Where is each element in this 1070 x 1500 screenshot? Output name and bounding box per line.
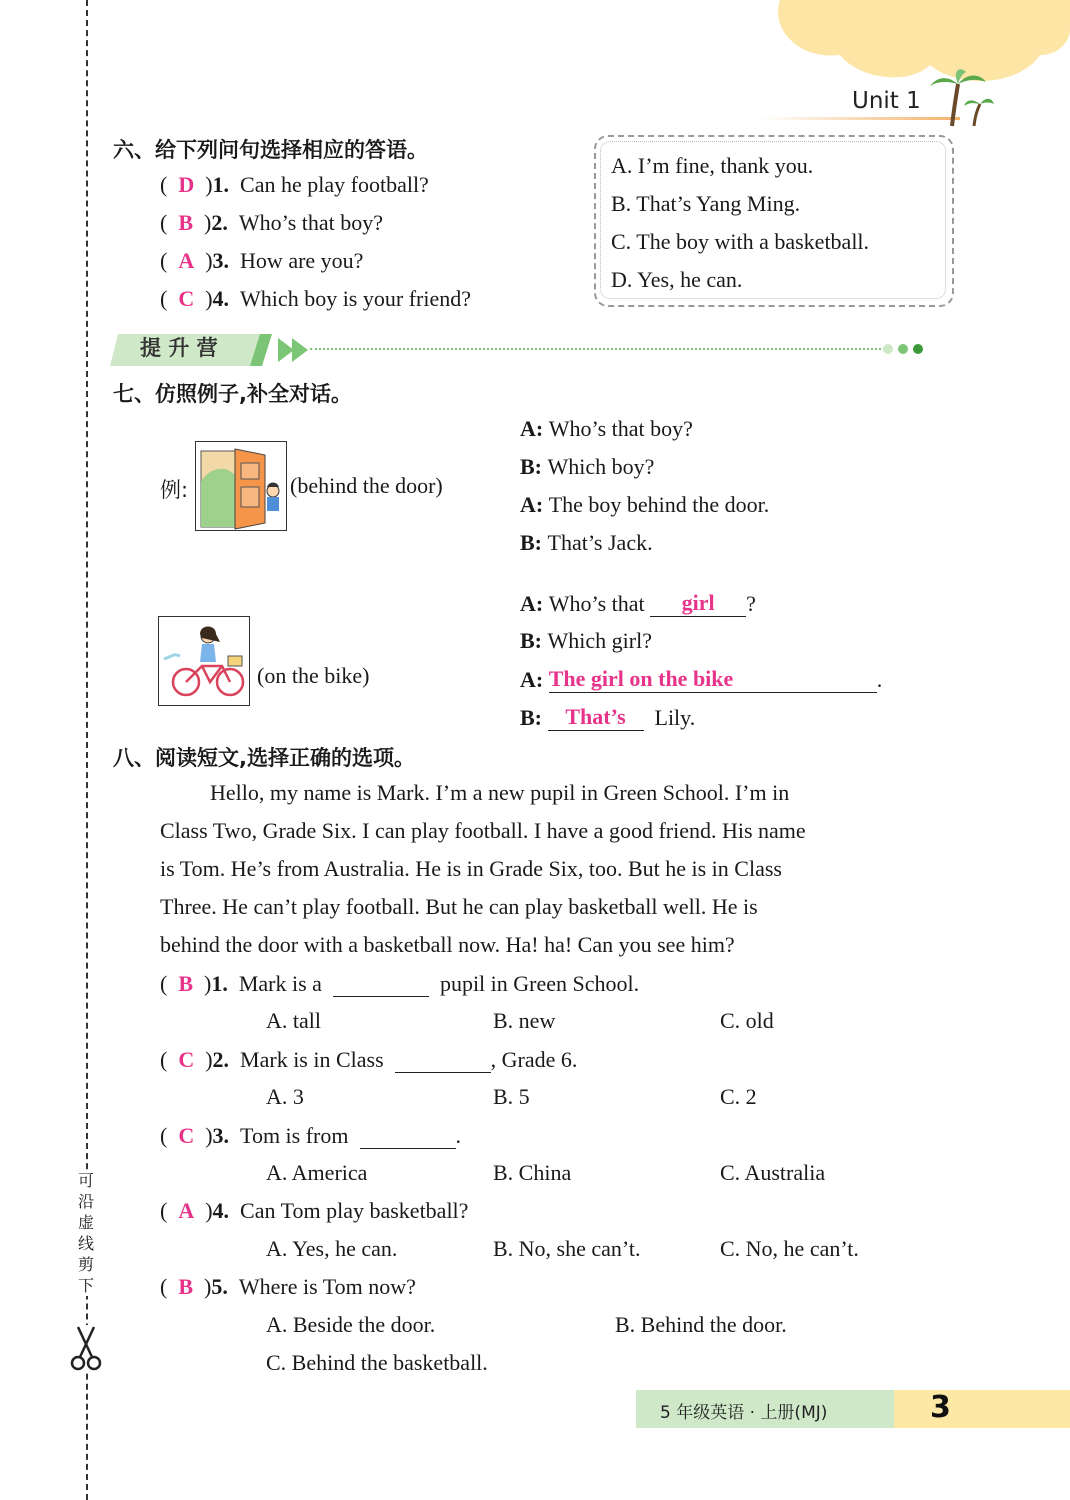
example-line-3: A: The boy behind the door.: [520, 492, 770, 517]
s8-question-3: ( C )3. Tom is from .: [160, 1123, 461, 1148]
task-line-1: A: Who’s that girl ?: [520, 590, 756, 616]
s8-q3-option-c: C. Australia: [720, 1160, 826, 1185]
section8-title: 八、阅读短文,选择正确的选项。: [113, 746, 415, 770]
s6-question-1: ( D )1. Can he play football?: [160, 172, 429, 197]
s6-option-d: D. Yes, he can.: [611, 267, 743, 292]
task-answer-phrase: The girl on the bike: [548, 666, 734, 691]
s8-q4-option-c: C. No, he can’t.: [720, 1236, 859, 1261]
s6-option-b: B. That’s Yang Ming.: [611, 191, 801, 216]
banner-dots: [882, 342, 926, 356]
task-line-3: A: The girl on the bike .: [520, 666, 883, 692]
example-line-2: B: Which boy?: [520, 454, 655, 479]
s8-q3-option-a: A. America: [266, 1160, 368, 1185]
s6-answer-3: A: [178, 248, 195, 273]
s8-q5-option-b: B. Behind the door.: [615, 1312, 787, 1337]
s6-option-a: A. I’m fine, thank you.: [611, 153, 814, 178]
example-line-1: A: Who’s that boy?: [520, 416, 693, 441]
s6-question-2: ( B )2. Who’s that boy?: [160, 210, 384, 235]
s6-answer-4: C: [178, 286, 195, 311]
s8-q5-option-c: C. Behind the basketball.: [266, 1350, 488, 1375]
unit-label: Unit 1: [852, 88, 921, 114]
s8-question-4: ( A )4. Can Tom play basketball?: [160, 1198, 469, 1223]
s6-answer-2: B: [178, 210, 194, 235]
s8-q1-option-c: C. old: [720, 1008, 774, 1033]
s8-question-2: ( C )2. Mark is in Class , Grade 6.: [160, 1047, 578, 1072]
scissors-icon: [68, 1325, 104, 1373]
passage-line-1: Hello, my name is Mark. I’m a new pupil in Green School. I’m in: [210, 780, 790, 805]
cloud-decoration: [770, 0, 1070, 100]
task-answer-girl: girl: [681, 590, 715, 615]
s8-q2-option-c: C. 2: [720, 1084, 757, 1109]
girl-bike-image: [158, 616, 250, 706]
passage-line-3: is Tom. He’s from Australia. He is in Grade Six, too. But he is in Class: [160, 856, 782, 881]
s8-q2-option-b: B. 5: [493, 1084, 530, 1109]
passage-line-5: behind the door with a basketball now. Ha! ha! Can you see him?: [160, 932, 735, 957]
page-number: 3: [930, 1390, 951, 1425]
example-caption: (behind the door): [290, 473, 443, 498]
s6-option-c: C. The boy with a basketball.: [611, 229, 870, 254]
s8-answer-2: C: [178, 1047, 195, 1072]
banner-dotted-line: [310, 348, 885, 350]
s8-answer-1: B: [178, 971, 194, 996]
task-line-4: B: That’s Lily.: [520, 704, 696, 730]
example-line-4: B: That’s Jack.: [520, 530, 653, 555]
s8-q1-option-a: A. tall: [266, 1008, 321, 1033]
s8-q1-option-b: B. new: [493, 1008, 556, 1033]
s8-q4-option-b: B. No, she can’t.: [493, 1236, 641, 1261]
s8-q2-option-a: A. 3: [266, 1084, 304, 1109]
passage-line-4: Three. He can’t play football. But he can play basketball well. He is: [160, 894, 758, 919]
task-caption: (on the bike): [257, 663, 370, 688]
s8-answer-4: A: [178, 1198, 195, 1223]
cut-instruction: 可 沿 虚 线 剪 下: [77, 1171, 94, 1295]
s6-answer-1: D: [178, 172, 195, 197]
section6-title: 六、给下列问句选择相应的答语。: [113, 138, 428, 162]
s8-question-1: ( B )1. Mark is a pupil in Green School.: [160, 971, 640, 996]
s8-q3-option-b: B. China: [493, 1160, 572, 1185]
banner-label: 提 升 营: [140, 336, 218, 360]
s6-question-3: ( A )3. How are you?: [160, 248, 364, 273]
task-answer-thats: That’s: [565, 704, 626, 729]
task-line-2: B: Which girl?: [520, 628, 652, 653]
s8-answer-5: B: [178, 1274, 194, 1299]
s8-q4-option-a: A. Yes, he can.: [266, 1236, 398, 1261]
s8-question-5: ( B )5. Where is Tom now?: [160, 1274, 416, 1299]
palm-tree-icon: [922, 68, 994, 128]
passage-line-2: Class Two, Grade Six. I can play football. I have a good friend. His name: [160, 818, 806, 843]
footer-page-bg: [894, 1390, 1070, 1428]
example-label: 例:: [160, 478, 189, 502]
footer-book-title: 5 年级英语 · 上册(MJ): [660, 1403, 828, 1423]
door-boy-image: [195, 441, 287, 531]
s6-question-4: ( C )4. Which boy is your friend?: [160, 286, 471, 311]
s8-q5-option-a: A. Beside the door.: [266, 1312, 436, 1337]
section7-title: 七、仿照例子,补全对话。: [113, 382, 352, 406]
s8-answer-3: C: [178, 1123, 195, 1148]
